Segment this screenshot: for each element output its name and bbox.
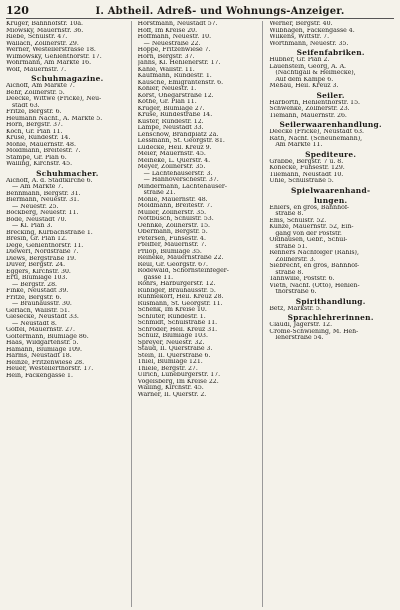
directory-entry: Heuer, Westellerthorstr. 17. [6, 366, 94, 372]
directory-entry: Finke, Neustadt 39. [6, 288, 69, 294]
directory-entry: straße 8. [275, 211, 304, 217]
directory-entry: Heinze, Fritzenwiese 28. [6, 359, 85, 366]
directory-entry: Reineke, Mauernstraße 22. [137, 255, 224, 261]
directory-entry: stadt 63. [12, 102, 40, 109]
directory-entry: Lessmann, St. Georgstr. 81. [137, 138, 225, 144]
directory-entry: Hörstmann, Neustadt 57. [137, 21, 218, 27]
directory-entry: Wilmowsky, Gehlenthorstr. 17. [6, 53, 102, 60]
directory-entry: Schwenke, Zöllnerstr. 23. [269, 106, 350, 112]
column-1 [6, 21, 132, 607]
directory-entry: Harborth, Hehlenthorstr. 15. [269, 99, 360, 106]
page-number: 120 [6, 4, 29, 17]
directory-entry: Meier, Mauernstr. 45. [137, 151, 206, 157]
directory-entry: Hoppe, Fritzenwiese 7. [137, 47, 211, 53]
directory-entry: Kausche, Emigrantenstr. 6. [137, 79, 224, 86]
directory-entry: gasse 11. [143, 274, 174, 281]
directory-entry: — Neustadt 8. [12, 320, 57, 327]
directory-entry: Gerlach, Wallstr. 51. [6, 307, 70, 314]
directory-entry: Aichoff, A. d. Stadtkirche 6. [6, 177, 93, 184]
directory-entry: Eggers, Kirchstr. 30. [6, 268, 71, 275]
directory-entry: straße 8. [275, 269, 304, 276]
directory-entry: Warner, II. Querstr. 2. [137, 391, 207, 398]
directory-entry: Bockberg, Neuestr. 11. [6, 210, 79, 216]
directory-entry: Wolf, Mauernstr. 7. [6, 66, 67, 73]
directory-entry: Tilemann, Neustadt 10. [269, 171, 344, 178]
directory-entry: Aichoff, Am Markte 7. [6, 83, 75, 89]
directory-entry: Auf dem Kampe 6. [275, 76, 334, 83]
directory-entry: Hoffmann, Neuestr. 10. [137, 34, 212, 40]
directory-entry: Ertl, Blumlage 103. [6, 275, 68, 281]
directory-entry: Reul, Gr. Georgstr. 67. [137, 261, 209, 268]
directory-entry: Fritze, Bergstr. 6. [6, 109, 62, 115]
directory-entry: Nottbusch, Schulstr. 53. [137, 216, 214, 222]
directory-entry: Stein, II. Querstraße 6. [137, 352, 211, 359]
directory-entry: (Nachtigall & Helmecke), [275, 70, 356, 76]
directory-entry: Horn, Bergstr. 37. [137, 53, 195, 60]
directory-entry: Müller, Zöllnerstr. 35. [137, 209, 207, 216]
directory-entry: Kruse, Rundestraße 14. [137, 112, 213, 118]
directory-entry: Spreyer, Neuestr. 32. [137, 339, 205, 346]
directory-entry: Werner, Bergstr. 40. [269, 21, 333, 27]
directory-entry: Göffel, Mauernstr. 27. [6, 327, 75, 333]
directory-entry: Obermann, Bergstr. 5. [137, 229, 208, 235]
directory-entry: Petersen, Fuhsestr. 4. [137, 235, 206, 242]
directory-entry: Pfeiffer, Mauernstr. 7. [137, 242, 207, 248]
directory-entry: Renners Nachfolger (Rahls), [269, 250, 359, 256]
directory-entry: Siebrecht, en gros, Bahnhof- [269, 263, 360, 269]
directory-entry: Möhle, Mauernstr. 48. [6, 141, 76, 148]
directory-entry: Könecke, Fuhsestr. 129. [269, 165, 345, 171]
directory-entry: Miowsky, Mauernstr. 36. [6, 27, 84, 34]
directory-entry: Claudi, Jägerstr. 12. [269, 322, 333, 328]
directory-entry: Kothe, Gr. Plan 11. [137, 99, 197, 105]
directory-entry: Oldhausen, Gebr., Schul- [269, 237, 348, 243]
section-heading: Schuhmagazine. [31, 74, 104, 83]
directory-entry: Schulz, Blumlage 103. [137, 333, 208, 339]
directory-entry: Vogelsberg, Im Kreise 22. [137, 378, 219, 385]
directory-entry: Grabbe, Bergstr. 7 u. 8. [269, 158, 344, 165]
directory-entry: Oehnke, Zöllnerstr. 15. [137, 222, 211, 229]
directory-entry: Harms, Neustadt 18. [6, 353, 72, 359]
directory-entry: Mindermann, Lachtehäuser- [137, 183, 227, 190]
directory-entry: Worthmann, Neuestr. 35. [269, 40, 349, 47]
directory-entry: Düver, Bergstr. 24. [6, 262, 66, 268]
directory-entry: Deecke, Wittwe (Fricke), Neu- [6, 96, 102, 102]
directory-entry: Hein, Fackengasse 1. [6, 372, 73, 379]
directory-entry: Bennmann, Bergstr. 31. [6, 190, 81, 197]
directory-entry: Prilop, Blumlage 35. [137, 248, 202, 255]
directory-entry: Am Markte 11. [275, 142, 323, 148]
directory-entry: Jahns, Kl. Hehlenerstr. 17. [137, 60, 221, 66]
directory-entry: thorstraße 6. [275, 289, 317, 295]
directory-entry: Ulrich, Lüneburgerstr. 17. [137, 372, 221, 378]
page-title: I. Abtheil. Adreß- und Wohnungs-Anzeiger. [95, 6, 345, 17]
section-heading: Sprachlehrerinnen. [287, 313, 374, 322]
directory-entry: Kruse, Rundestr. 14. [6, 135, 71, 141]
directory-entry: Wilkens, Wittstr. 7. [269, 34, 330, 40]
directory-entry: — Lachtehäuserstr. 3. [143, 170, 213, 177]
directory-entry: Röhrs, Harburgerstr. 12. [137, 281, 216, 287]
column-2 [138, 21, 264, 607]
directory-entry: Deecke (Fricke), Neustadt 63. [269, 129, 365, 135]
directory-entry: Schmidt, Schulstraße 11. [137, 320, 218, 326]
directory-entry: Rusmann, St. Georgstr. 11. [137, 300, 223, 307]
section-heading: lungen. [313, 195, 348, 205]
directory-entry: Walling, Kirchstr. 45. [137, 385, 204, 391]
directory-entry: Krüger, Blumlage 27. [137, 105, 205, 112]
directory-entry: Rühmekorf, Heil. Kreuz 28. [137, 294, 224, 300]
directory-entry: Schröder, Heil. Kreuz 31. [137, 326, 218, 333]
directory-entry: Haas, Wildgartenstr. 5. [6, 340, 79, 346]
directory-entry: Meßau, Heil. Kreuz 3. [269, 83, 339, 89]
directory-entry: Lampe, Neustadt 33. [137, 125, 204, 131]
column-3 [269, 21, 394, 607]
directory-entry: Küster, Rundestr. 12. [137, 118, 204, 125]
directory-entry: lenerstraße 54. [275, 335, 324, 341]
directory-entry: Hamann, Blumlage 109. [6, 346, 82, 353]
directory-entry: Betz, Markstr. 5. [269, 305, 322, 312]
directory-entry: gang von der Poststr. [275, 230, 342, 237]
directory-entry: Diews, Bergstraße 19. [6, 255, 77, 262]
directory-entry: Stampe, Gr. Plan 6. [6, 154, 67, 161]
section-heading: Spediteure. [305, 149, 357, 159]
directory-entry: straße 51. [275, 243, 308, 250]
directory-entry: Dege, Gehlenthorstr. 11. [6, 242, 84, 249]
directory-entry: Ehlers, en gros, Bahnhof- [269, 204, 349, 211]
section-heading: Spirithandlung. [295, 296, 366, 306]
directory-entry: Rodewald, Schornsteinfeger- [137, 268, 229, 274]
directory-entry: Rath, Nachf. (Scheunemann), [269, 135, 363, 142]
directory-entry: — Am Markte 7. [12, 184, 64, 190]
directory-entry: straße 21. [143, 190, 176, 196]
directory-entry: Kaufmann, Rundestr. 1. [137, 73, 212, 79]
directory-entry: Wallach, Zöllnerstr. 29. [6, 40, 79, 47]
directory-entry: Meyer, Zöllnerstr. 35. [137, 164, 206, 170]
page-header [6, 4, 394, 19]
directory-entry: — Neuestr. 25. [12, 203, 59, 210]
directory-entry: Lüdecke, Heil. Kreuz 9. [137, 144, 212, 151]
directory-entry: Bode, Neustadt 70. [6, 216, 67, 223]
directory-entry: Vieth, Nachf. (Otto), Hehlen- [269, 282, 360, 289]
directory-entry: Kahle, Wallstr. 11. [137, 66, 195, 73]
directory-entry: Diewerl, Nordstraße 7. [6, 249, 79, 255]
section-heading: Schuhmacher. [36, 168, 99, 178]
directory-entry: Staud, II. Querstraße 3. [137, 346, 213, 352]
directory-entry: Schlüter, Rundestr. 1. [137, 313, 206, 320]
directory-entry: Kunze, Mauernstr. 52, Ein- [269, 224, 354, 230]
directory-entry: — Bergstr. 28. [12, 281, 57, 288]
directory-entry: Walling, Kirchstr. 45. [6, 161, 73, 167]
directory-entry: Crome-Schwiening, M. Heh- [269, 328, 359, 335]
directory-entry: Tannwille, Poststr. 6. [269, 276, 335, 282]
directory-entry: Hoff, Im Kreise 20. [137, 27, 198, 34]
section-heading: Spielwaarenhand- [291, 185, 371, 195]
directory-entry: Korst, Ohegarstraße 12. [137, 92, 214, 99]
directory-entry: — Kl. Plan 3. [12, 223, 53, 229]
directory-entry: Moldmann, Breitestr. 7. [137, 203, 213, 209]
directory-entry: Heumann Nachf., A. Markte 5. [6, 115, 103, 122]
directory-entry: Ems, Schulstr. 52. [269, 217, 327, 224]
directory-entry: Goltermann, Blumlage 86. [6, 333, 89, 340]
directory-entry: Moldmann, Breitestr. 7. [6, 148, 81, 154]
directory-entry: Lenschow, Brandplatz 2a. [137, 131, 219, 138]
directory-entry: Koch, Gr. Plan 11. [6, 128, 63, 135]
directory-entry: Möhle, Mauernstr. 48. [137, 196, 208, 203]
directory-entry: Hübner, Gr. Plan 2. [269, 57, 330, 63]
directory-entry: — Hannoverschestr. 37. [143, 177, 219, 183]
directory-entry: Fritze, Bergstr. 6. [6, 294, 62, 301]
directory-entry: Krüger, Bahnhofstr. 10a. [6, 21, 84, 27]
columns [6, 21, 394, 607]
directory-entry: Wilbhagen, Fackengasse 4. [269, 27, 355, 34]
directory-entry: Köhler, Neuestr. 1. [137, 86, 197, 92]
directory-entry: Uhle, Schulstraße 5. [269, 178, 334, 184]
directory-entry: Wöhrmann, Am Markte 16. [6, 60, 92, 66]
directory-entry: Rübliger, Brauhausstr. 5. [137, 287, 216, 294]
directory-entry: Meineke, L. Querstr. 4. [137, 157, 211, 164]
directory-entry: Werner, Westellerstrasse 18. [6, 47, 96, 53]
directory-entry: Schenk, Im Kreise 10. [137, 307, 207, 313]
section-heading: Seifenfabriken. [296, 48, 365, 57]
directory-entry: Tiemann, Mauernstr. 26. [269, 112, 347, 119]
directory-entry: Riebe, Schulstr. 47. [6, 34, 68, 40]
directory-entry: Behr, Zöllnerstr. 5. [6, 89, 65, 96]
section-heading: Seilerwaarenhandlung. [279, 120, 382, 129]
directory-entry: Thiel, Blumlage 121. [137, 359, 203, 365]
directory-entry: Bresin, Gr. Plan 12. [6, 236, 68, 242]
directory-entry: Brecking, Kurbachstraße 1. [6, 229, 93, 236]
directory-entry: Biermann, Neuestr. 31. [6, 197, 80, 203]
directory-entry: Giesecke, Neustadt 33. [6, 314, 79, 320]
directory-entry: — Brauhausstr. 30. [12, 301, 72, 307]
directory-entry: — Neuestraße 22. [143, 40, 201, 47]
directory-entry: Horn, Bergstr. 37. [6, 122, 63, 128]
directory-entry: Thiele, Bergstr. 27. [137, 365, 198, 372]
directory-entry: Zöllnerstr. 3. [275, 256, 316, 263]
directory-entry: Lauenstein, Georg, A. A. [269, 63, 347, 70]
section-heading: Seiler. [316, 90, 345, 100]
